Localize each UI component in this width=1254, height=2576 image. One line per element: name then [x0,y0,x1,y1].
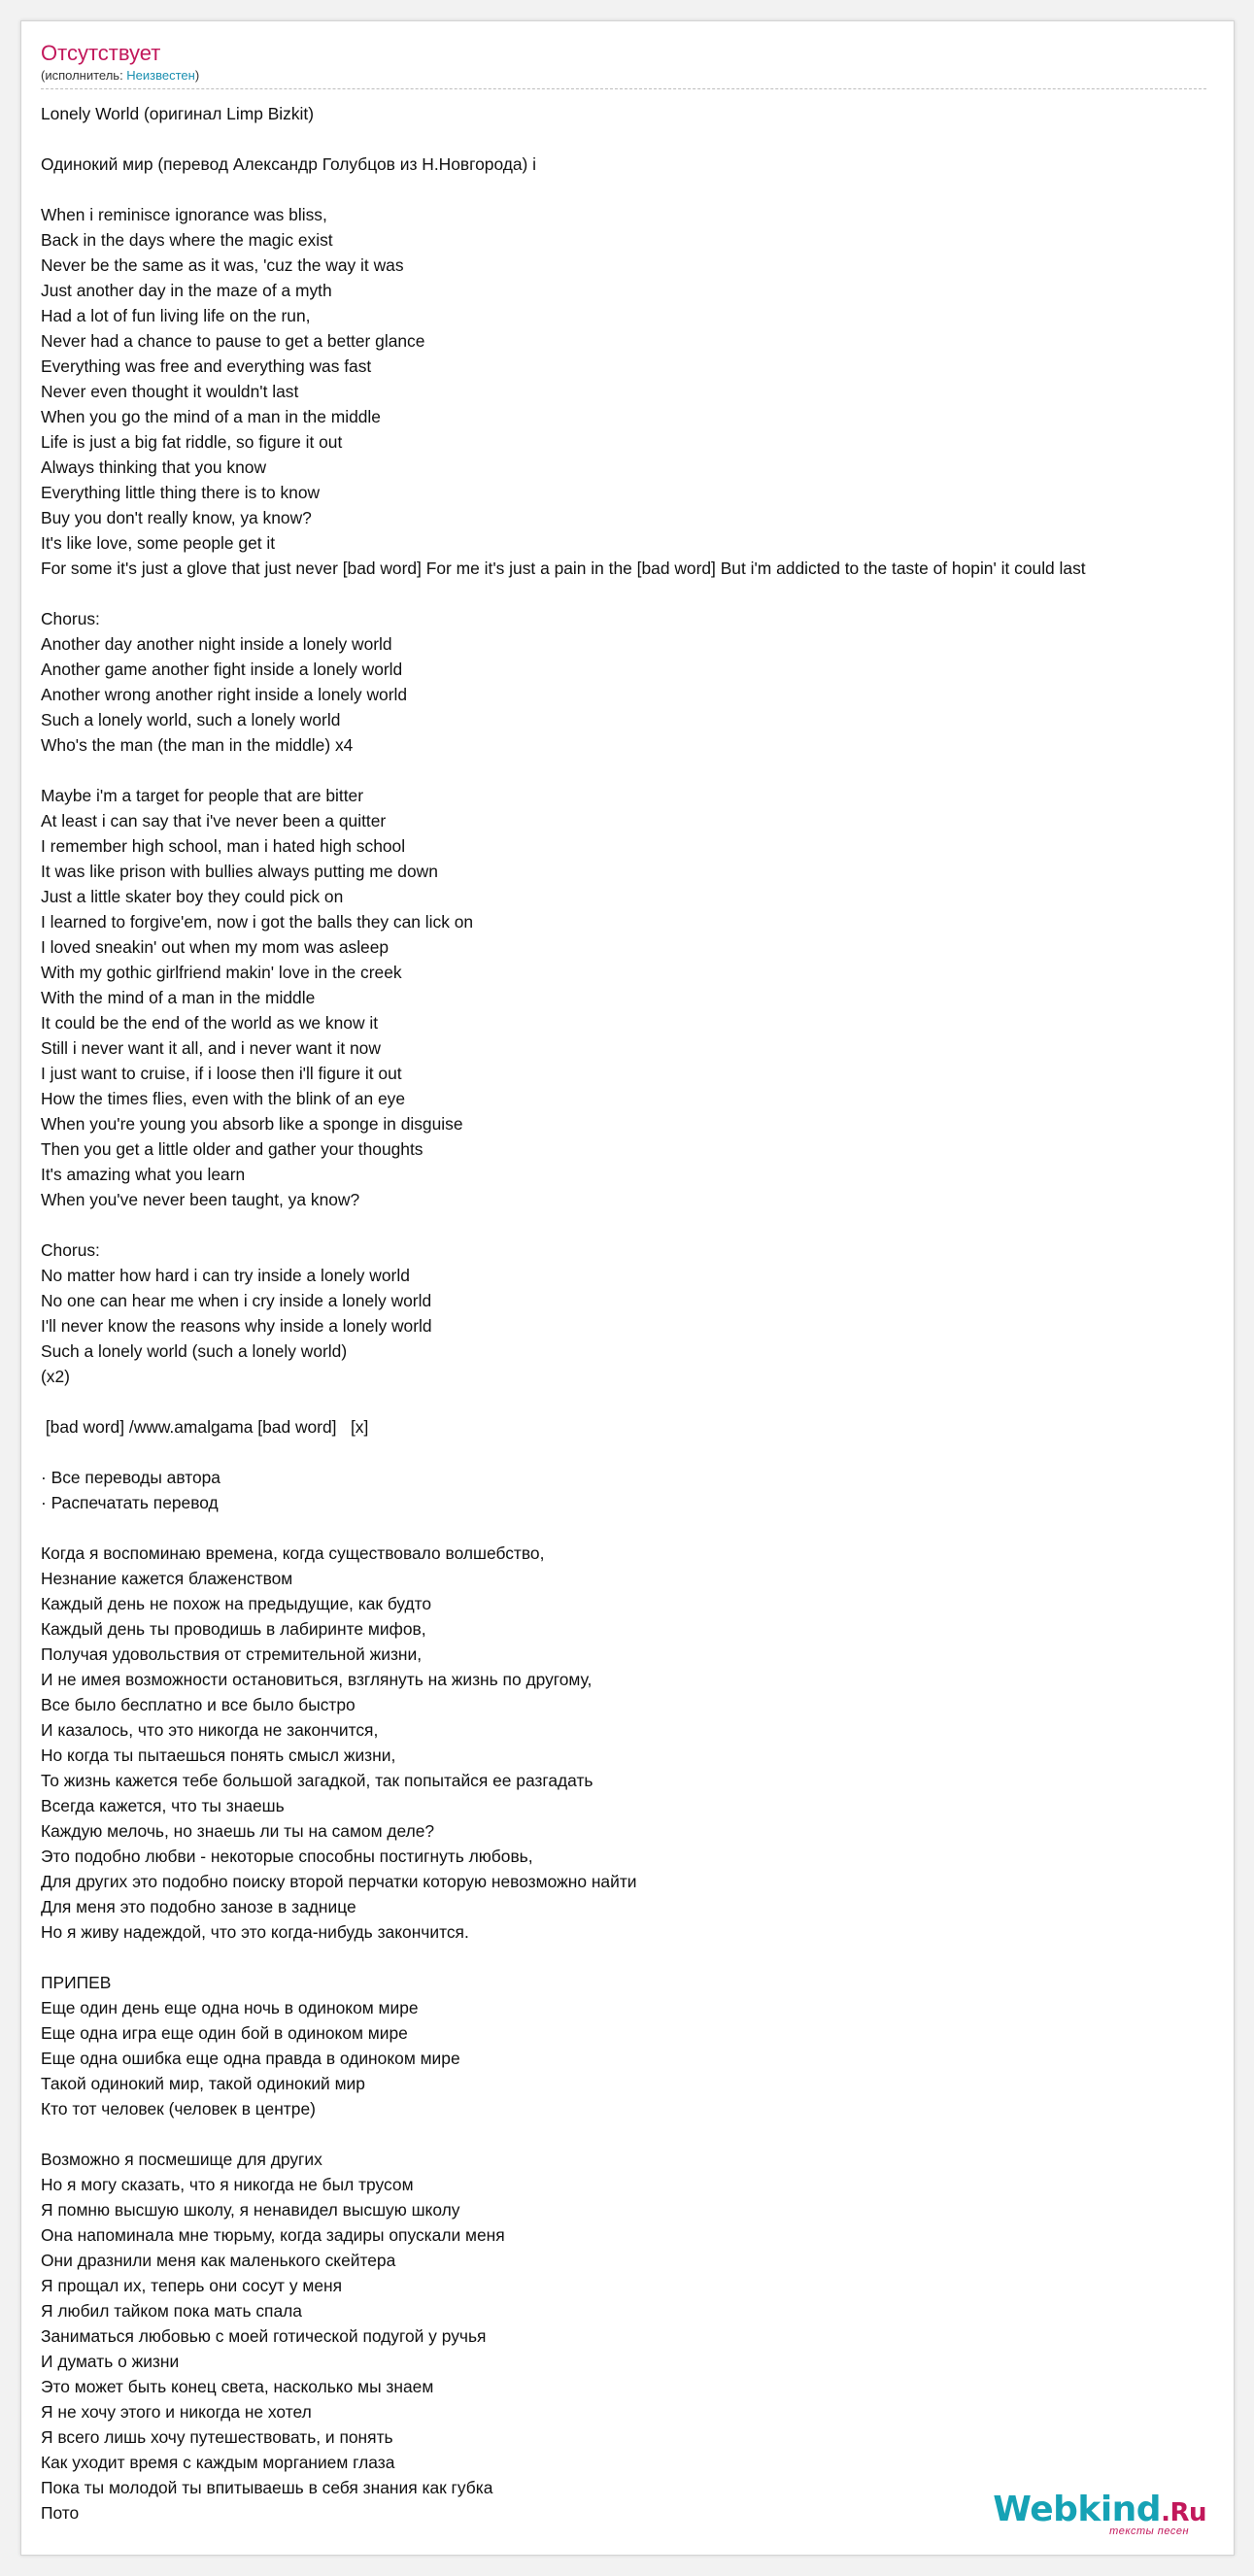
lyric-line: Never be the same as it was, 'cuz the way it was [41,255,404,275]
blank-line [41,1515,1234,1541]
lyric-line: И казалось, что это никогда не закончится, [41,1720,379,1740]
lyric-line: Just a little skater boy they could pick on [41,887,344,906]
lyric-line: Это подобно любви - некоторые способны постигнуть любовь, [41,1847,533,1866]
lyric-line: Just another day in the maze of a myth [41,281,332,300]
lyric-line: Another wrong another right inside a lonely world [41,685,408,704]
lyric-line: Всегда кажется, что ты знаешь [41,1796,285,1815]
lyric-line: Back in the days where the magic exist [41,230,333,250]
lyric-line: Еще один день еще одна ночь в одиноком мире [41,1998,419,2017]
lyric-line: Каждую мелочь, но знаешь ли ты на самом деле? [41,1821,435,1841]
lyric-line: Пото [41,2503,80,2523]
lyric-line: Never had a chance to pause to get a better glance [41,331,425,351]
lyric-line: Я не хочу этого и никогда не хотел [41,2402,312,2422]
webkind-brand-text: Webkind [993,2490,1162,2529]
lyric-line: Все было бесплатно и все было быстро [41,1695,356,1714]
webkind-tld-text: .Ru [1161,2498,1206,2527]
lyric-line: Always thinking that you know [41,458,266,477]
lyric-line: Она напоминала мне тюрьму, когда задиры опускали меня [41,2225,505,2245]
lyric-line: (x2) [41,1367,70,1386]
blank-line [41,1212,1234,1237]
blank-line [41,1389,1234,1414]
lyric-line: Lonely World (оригинал Limp Bizkit) [41,104,315,123]
blank-line [41,126,1234,152]
lyric-line: Я любил тайком пока мать спала [41,2301,302,2321]
lyric-line: With the mind of a man in the middle [41,988,316,1007]
lyric-line: Такой одинокий мир, такой одинокий мир [41,2074,365,2093]
lyric-line: For some it's just a glove that just never [bad word] For me it's just a pain in the [bad word] But i'm addicted to the taste of hopin' it could last [41,559,1086,578]
lyric-line: Как уходит время с каждым морганием глаза [41,2453,395,2472]
lyric-line: Это может быть конец света, насколько мы знаем [41,2377,434,2396]
lyric-line: Chorus: [41,1240,100,1260]
translation-link[interactable]: · Все переводы автора [41,1468,220,1487]
lyric-line: Для других это подобно поиску второй перчатки которую невозможно найти [41,1872,637,1891]
lyric-line: Заниматься любовью с моей готической подугой у ручья [41,2326,487,2346]
blank-line [41,581,1234,606]
header-divider [41,88,1206,89]
lyric-line: Never even thought it wouldn't last [41,382,299,401]
lyric-line: Кто тот человек (человек в центре) [41,2099,316,2118]
lyric-line: Had a lot of fun living life on the run, [41,306,311,325]
lyric-line: Another day another night inside a lonely world [41,634,392,654]
lyric-line: It's like love, some people get it [41,533,276,553]
blank-line [41,2121,1234,2147]
lyric-line: How the times flies, even with the blink of an eye [41,1089,406,1108]
artist-line [41,67,1234,85]
lyric-line: И не имея возможности остановиться, взглянуть на жизнь по другому, [41,1670,593,1689]
lyric-line: It was like prison with bullies always putting me down [41,862,438,881]
lyric-line: At least i can say that i've never been a quitter [41,811,387,830]
lyric-line: I'll never know the reasons why inside a lonely world [41,1316,432,1336]
lyric-line: Еще одна ошибка еще одна правда в одиноком мире [41,2049,460,2068]
lyric-line: I learned to forgive'em, now i got the balls they can lick on [41,912,474,932]
lyric-line: Еще одна игра еще один бой в одиноком мире [41,2023,408,2043]
lyric-line: Они дразнили меня как маленького скейтера [41,2251,396,2270]
blank-line [41,1945,1234,1970]
lyric-line: I just want to cruise, if i loose then i'll figure it out [41,1064,402,1083]
lyric-line: Когда я воспоминаю времена, когда существовало волшебство, [41,1543,545,1563]
lyric-line: Such a lonely world, such a lonely world [41,710,341,729]
lyric-line: Но я могу сказать, что я никогда не был трусом [41,2175,414,2194]
webkind-tagline: тексты песен [1109,2525,1189,2537]
lyric-line: No matter how hard i can try inside a lonely world [41,1266,410,1285]
lyric-line: It could be the end of the world as we know it [41,1013,379,1033]
lyric-line: Каждый день ты проводишь в лабиринте мифов, [41,1619,426,1639]
lyric-line: Каждый день не похож на предыдущие, как будто [41,1594,432,1613]
song-content [41,41,1234,2525]
translation-link[interactable]: · Распечатать перевод [41,1493,219,1512]
lyric-line: When you've never been taught, ya know? [41,1190,360,1209]
lyric-line: I remember high school, man i hated high school [41,836,406,856]
content-card [20,20,1235,2556]
artist-prefix: (исполнитель: [41,68,127,83]
lyric-line: Я прощал их, теперь они сосут у меня [41,2276,343,2295]
lyric-line: Но когда ты пытаешься понять смысл жизни, [41,1746,396,1765]
lyric-line: Возможно я посмешище для других [41,2150,322,2169]
lyric-line: Life is just a big fat riddle, so figure it out [41,432,343,452]
blank-line [41,177,1234,202]
lyric-line: ПРИПЕВ [41,1973,112,1992]
lyric-line: I loved sneakin' out when my mom was asleep [41,937,390,957]
lyric-line: Для меня это подобно занозе в заднице [41,1897,356,1916]
lyric-line: Одинокий мир (перевод Александр Голубцов из Н.Новгорода) i [41,154,537,174]
lyric-line: With my gothic girlfriend makin' love in the creek [41,963,402,982]
blank-line [41,758,1234,783]
lyric-line: Пока ты молодой ты впитываешь в себя знания как губка [41,2478,493,2497]
lyric-line: Another game another fight inside a lonely world [41,660,403,679]
blank-line [41,1440,1234,1465]
lyric-line: Но я живу надеждой, что это когда-нибудь закончится. [41,1922,469,1942]
artist-link[interactable]: Неизвестен [126,68,195,83]
lyric-line: It's amazing what you learn [41,1165,246,1184]
artist-suffix: ) [194,68,200,83]
song-title: Отсутствует [41,41,161,65]
lyric-line: Maybe i'm a target for people that are bitter [41,786,363,805]
lyric-line: When i reminisce ignorance was bliss, [41,205,327,224]
lyric-line: То жизнь кажется тебе большой загадкой, так попытайся ее разгадать [41,1771,593,1790]
lyric-line: Then you get a little older and gather your thoughts [41,1139,424,1159]
lyrics-text [41,101,1234,2525]
lyric-line: Я всего лишь хочу путешествовать, и понять [41,2427,393,2447]
lyric-line: Я помню высшую школу, я ненавидел высшую школу [41,2200,460,2220]
lyric-line: Незнание кажется блаженством [41,1569,293,1588]
lyric-line: When you go the mind of a man in the middle [41,407,381,426]
lyric-line: Still i never want it all, and i never want it now [41,1038,381,1058]
lyric-line: Получая удовольствия от стремительной жизни, [41,1644,423,1664]
lyric-line: No one can hear me when i cry inside a lonely world [41,1291,432,1310]
lyric-line: Who's the man (the man in the middle) x4 [41,735,354,755]
lyric-line: Everything was free and everything was fast [41,356,372,376]
webkind-logo [993,2491,1206,2537]
lyric-line: [bad word] /www.amalgama [bad word] [x] [41,1417,369,1437]
lyric-line: И думать о жизни [41,2352,180,2371]
lyric-line: When you're young you absorb like a sponge in disguise [41,1114,463,1134]
lyric-line: Chorus: [41,609,100,628]
lyric-line: Buy you don't really know, ya know? [41,508,312,527]
lyric-line: Everything little thing there is to know [41,483,321,502]
lyric-line: Such a lonely world (such a lonely world) [41,1341,348,1361]
